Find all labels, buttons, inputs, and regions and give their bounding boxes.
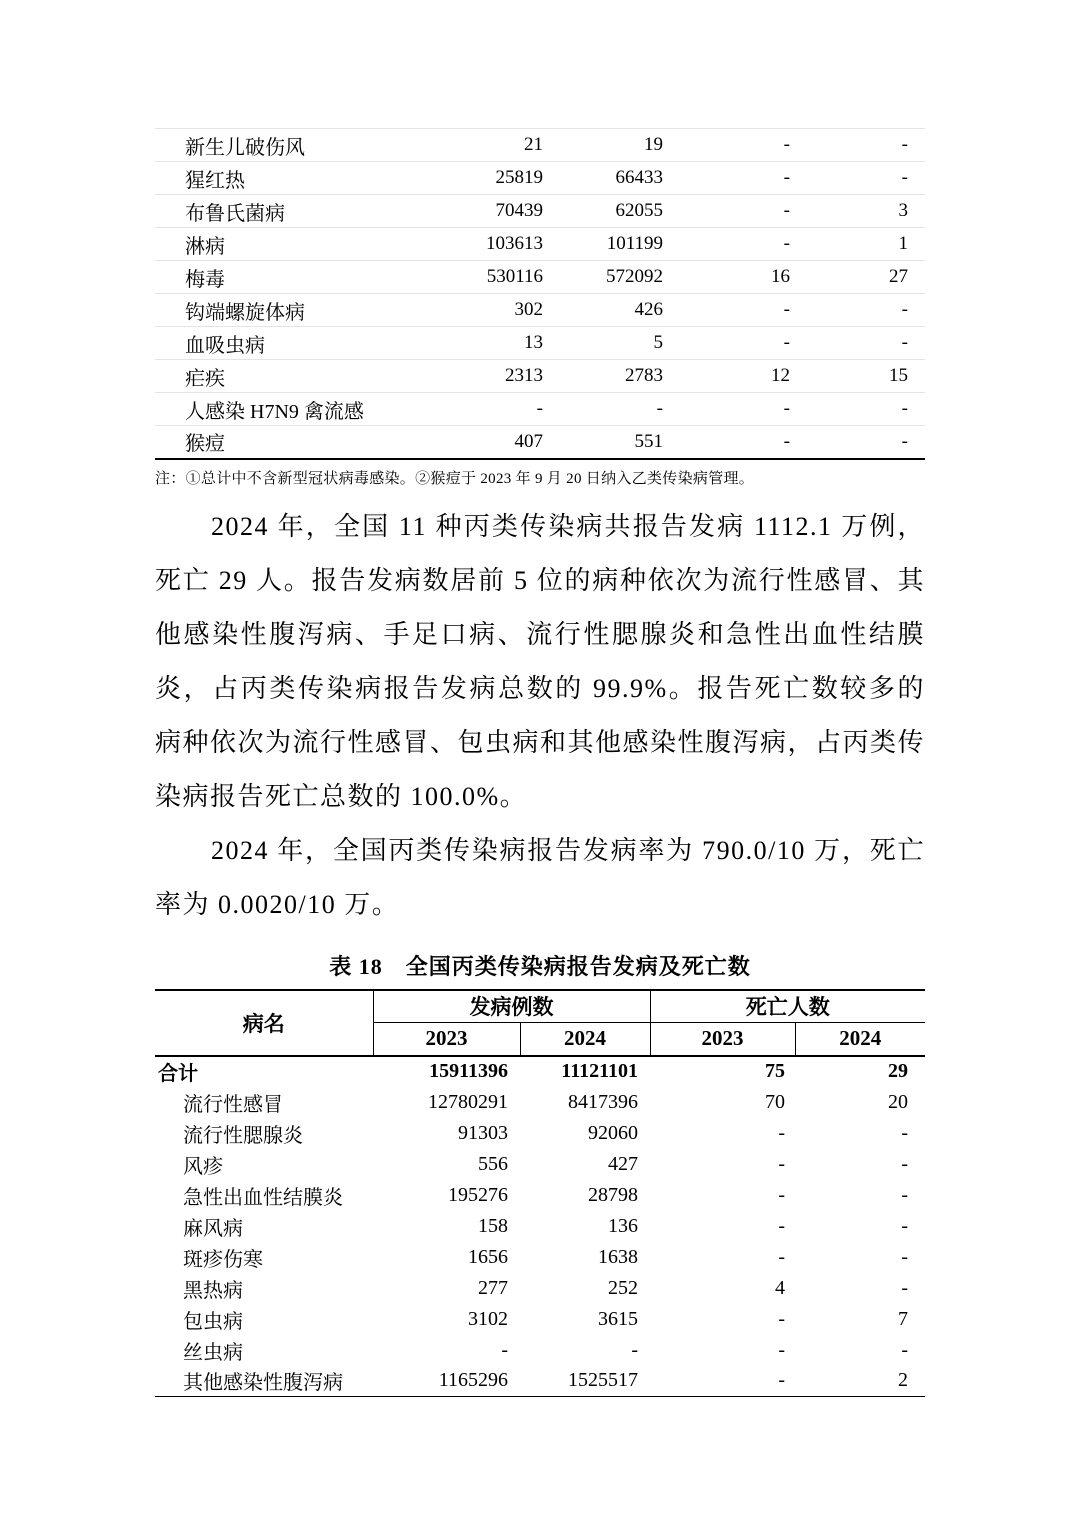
cases-2023-cell: 103613: [405, 228, 555, 261]
paragraph-class-c-rates: 2024 年，全国丙类传染病报告发病率为 790.0/10 万，死亡率为 0.0020/10 万。: [155, 835, 925, 919]
deaths-2023-cell: -: [675, 162, 802, 195]
cases-2024-cell: 66433: [555, 162, 675, 195]
disease-name-cell: 合计: [158, 1063, 198, 1085]
cases-2024-cell: 252: [608, 1276, 638, 1299]
cases-2023-cell: 21: [405, 129, 555, 162]
table-row: [155, 162, 925, 195]
deaths-2024-cell: 20: [888, 1090, 908, 1113]
table-row-total: [155, 1056, 925, 1087]
deaths-2024-cell: 15: [802, 360, 925, 393]
cases-2023-cell: 556: [478, 1152, 508, 1175]
disease-name-cell: 猴痘: [155, 426, 405, 459]
disease-name-cell: 人感染 H7N9 禽流感: [155, 393, 405, 426]
cases-2024-cell: 101199: [555, 228, 675, 261]
disease-name-cell: 风疹: [183, 1155, 223, 1178]
deaths-2024-cell: 7: [898, 1307, 908, 1330]
cases-2023-cell: 3102: [468, 1307, 508, 1330]
cases-2023-cell: 25819: [405, 162, 555, 195]
table-18-title: 表 18 全国丙类传染病报告发病及死亡数: [329, 953, 751, 979]
cases-2024-cell: -: [555, 393, 675, 426]
table-row: [155, 393, 925, 426]
table-row: [155, 327, 925, 360]
table-row: [155, 261, 925, 294]
cases-2024-cell: 28798: [588, 1183, 638, 1206]
cases-2023-cell: 91303: [458, 1121, 508, 1144]
disease-name-cell: 疟疾: [155, 360, 405, 393]
deaths-2024-cell: -: [901, 1121, 908, 1144]
deaths-2024-cell: 3: [802, 195, 925, 228]
cases-2023-cell: 530116: [405, 261, 555, 294]
cases-2023-cell: 277: [478, 1276, 508, 1299]
table-row: [155, 360, 925, 393]
disease-name-cell: 新生儿破伤风: [155, 129, 405, 162]
disease-name-cell: 淋病: [155, 228, 405, 261]
disease-column-header: 病名: [155, 990, 373, 1056]
cases-2024-cell: 136: [608, 1214, 638, 1237]
deaths-2024-cell: -: [802, 393, 925, 426]
cases-2023-cell: 302: [405, 294, 555, 327]
table-row: [155, 1273, 925, 1304]
table-row: [155, 426, 925, 459]
deaths-2024-cell: 1: [802, 228, 925, 261]
cases-2024-cell: 572092: [555, 261, 675, 294]
deaths-2024-cell: -: [802, 327, 925, 360]
deaths-2023-cell: 12: [675, 360, 802, 393]
table-row: [155, 1366, 925, 1397]
table-row: [155, 294, 925, 327]
disease-name-cell: 麻风病: [183, 1217, 243, 1240]
cases-2023-cell: 195276: [448, 1183, 508, 1206]
cases-2023-cell: 1165296: [373, 1366, 520, 1397]
disease-name-cell: 布鲁氏菌病: [155, 195, 405, 228]
cases-2023-cell: -: [501, 1338, 508, 1361]
deaths-2023-header: 2023: [650, 1023, 795, 1056]
cases-2024-header: 2024: [520, 1023, 650, 1056]
table-row: [155, 1087, 925, 1118]
table-row: [155, 1211, 925, 1242]
class-b-table-body: [155, 129, 925, 459]
cases-2023-cell: -: [405, 393, 555, 426]
disease-name-cell: 梅毒: [155, 261, 405, 294]
cases-2024-cell: 426: [555, 294, 675, 327]
cases-2024-cell: 1525517: [520, 1366, 650, 1397]
disease-name-cell: 流行性腮腺炎: [183, 1124, 303, 1147]
disease-name-cell: 包虫病: [183, 1310, 243, 1333]
table-footnote: 注：①总计中不含新型冠状病毒感染。②猴痘于 2023 年 9 月 20 日纳入乙类传染病管理。: [155, 470, 755, 487]
cases-2024-cell: 11121101: [561, 1060, 638, 1082]
deaths-2024-cell: -: [901, 1152, 908, 1175]
cases-2024-cell: 8417396: [568, 1090, 638, 1113]
class-b-table-continuation: [155, 128, 925, 460]
disease-name-cell: 流行性感冒: [183, 1093, 283, 1116]
disease-name-cell: 急性出血性结膜炎: [183, 1186, 343, 1209]
deaths-2024-cell: -: [802, 129, 925, 162]
disease-name-cell: 斑疹伤寒: [183, 1248, 263, 1271]
cases-group-header: 发病例数: [373, 990, 650, 1023]
cases-2023-cell: 15911396: [429, 1060, 508, 1082]
cases-2024-cell: 3615: [598, 1307, 638, 1330]
deaths-2024-cell: -: [901, 1338, 908, 1361]
deaths-2024-cell: 2: [795, 1366, 925, 1397]
cases-2024-cell: -: [631, 1338, 638, 1361]
cases-2023-cell: 2313: [405, 360, 555, 393]
deaths-2024-cell: 27: [802, 261, 925, 294]
cases-2024-cell: 5: [555, 327, 675, 360]
deaths-2024-header: 2024: [795, 1023, 925, 1056]
table-row: [155, 1242, 925, 1273]
paragraph-class-c-summary: 2024 年，全国 11 种丙类传染病共报告发病 1112.1 万例，死亡 29 人。报告发病数居前 5 位的病种依次为流行性感冒、其他感染性腹泻病、手足口病、流行性腮腺炎和急性出血性结膜炎，占丙类传染病报告发病总数的 99.9%。报告死亡数较多的病种依次为流行性感冒、包虫病和其他感染性腹泻病，占丙类传染病报告死亡总数的 100.0%。: [155, 511, 926, 811]
cases-2023-cell: 158: [478, 1214, 508, 1237]
table-18: [155, 989, 925, 1398]
deaths-2024-cell: -: [901, 1183, 908, 1206]
deaths-2023-cell: -: [675, 129, 802, 162]
cases-2024-cell: 92060: [588, 1121, 638, 1144]
cases-2023-cell: 12780291: [428, 1090, 508, 1113]
deaths-2023-cell: -: [675, 294, 802, 327]
disease-name-cell: 黑热病: [183, 1279, 243, 1302]
deaths-2023-cell: -: [675, 195, 802, 228]
cases-2023-header: 2023: [373, 1023, 520, 1056]
body-text: [155, 500, 925, 932]
cases-2024-cell: 551: [555, 426, 675, 459]
deaths-2023-cell: -: [778, 1245, 785, 1268]
disease-name-cell: 钩端螺旋体病: [155, 294, 405, 327]
table-row: [155, 195, 925, 228]
deaths-2024-cell: -: [901, 1214, 908, 1237]
cases-2023-cell: 70439: [405, 195, 555, 228]
table-18-body: [155, 1056, 925, 1397]
deaths-group-header: 死亡人数: [650, 990, 925, 1023]
deaths-2023-cell: -: [778, 1183, 785, 1206]
deaths-2023-cell: -: [650, 1366, 795, 1397]
deaths-2023-cell: -: [675, 393, 802, 426]
cases-2024-cell: 427: [608, 1152, 638, 1175]
page-content: [155, 128, 925, 1397]
cases-2024-cell: 1638: [598, 1245, 638, 1268]
table-header-row: [155, 990, 925, 1023]
cases-2023-cell: 13: [405, 327, 555, 360]
deaths-2023-cell: 75: [765, 1060, 785, 1082]
deaths-2023-cell: -: [675, 426, 802, 459]
deaths-2024-cell: -: [802, 162, 925, 195]
cases-2024-cell: 19: [555, 129, 675, 162]
deaths-2024-cell: -: [802, 294, 925, 327]
disease-name-cell: 其他感染性腹泻病: [155, 1366, 373, 1397]
deaths-2024-cell: -: [802, 426, 925, 459]
cases-2024-cell: 62055: [555, 195, 675, 228]
cases-2023-cell: 407: [405, 426, 555, 459]
table-row: [155, 1118, 925, 1149]
disease-name-cell: 血吸虫病: [155, 327, 405, 360]
table-row: [155, 1149, 925, 1180]
table-18-header: [155, 990, 925, 1056]
table-row: [155, 1335, 925, 1366]
deaths-2023-cell: -: [675, 327, 802, 360]
deaths-2023-cell: -: [778, 1214, 785, 1237]
cases-2024-cell: 2783: [555, 360, 675, 393]
deaths-2024-cell: -: [901, 1245, 908, 1268]
deaths-2023-cell: 4: [775, 1276, 785, 1299]
disease-name-cell: 丝虫病: [183, 1341, 243, 1364]
deaths-2024-cell: 29: [888, 1060, 908, 1082]
table-row: [155, 129, 925, 162]
deaths-2023-cell: -: [675, 228, 802, 261]
table-row: [155, 228, 925, 261]
table-row: [155, 1304, 925, 1335]
cases-2023-cell: 1656: [468, 1245, 508, 1268]
table-row: [155, 1180, 925, 1211]
deaths-2023-cell: 16: [675, 261, 802, 294]
disease-name-cell: 猩红热: [155, 162, 405, 195]
deaths-2023-cell: -: [778, 1152, 785, 1175]
deaths-2024-cell: -: [901, 1276, 908, 1299]
deaths-2023-cell: -: [778, 1307, 785, 1330]
deaths-2023-cell: -: [778, 1338, 785, 1361]
deaths-2023-cell: 70: [765, 1090, 785, 1113]
deaths-2023-cell: -: [778, 1121, 785, 1144]
